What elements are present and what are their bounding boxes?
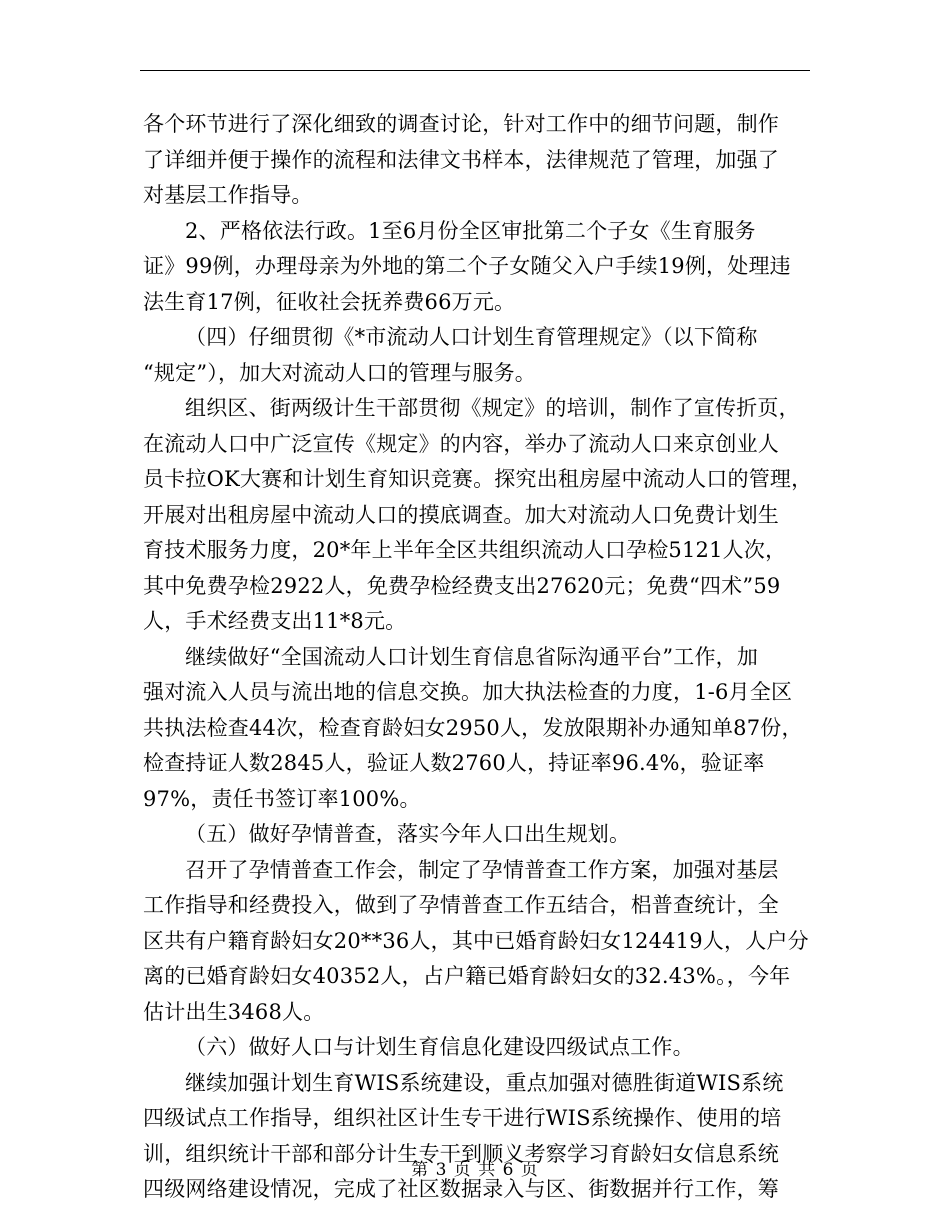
text-line: 97%，责任书签订率100%。 [143, 786, 421, 811]
text-line: 育技术服务力度，20*年上半年全区共组织流动人口孕检5121人次， [143, 538, 787, 562]
text-line: 继续加强计划生育WIS系统建设，重点加强对德胜街道WIS系统 [185, 1070, 784, 1095]
text-line: 开展对出租房屋中流动人口的摸底调查。加大对流动人口免费计划生 [143, 502, 779, 527]
text-line: 其中免费孕检2922人，免费孕检经费支出27620元；免费“四术”59 [143, 573, 781, 598]
text-line: 训，组织统计干部和部分计生专干到顺义考察学习育龄妇女信息系统 [143, 1141, 779, 1166]
text-line: 组织区、街两级计生干部贯彻《规定》的培训，制作了宣传折页， [185, 396, 800, 420]
text-line: 强对流入人员与流出地的信息交换。加大执法检查的力度，1-6月全区 [143, 680, 793, 704]
text-line: 继续做好“全国流动人口计划生育信息省际沟通平台”工作，加 [185, 644, 759, 669]
text-line: （四）仔细贯彻《*市流动人口计划生育管理规定》（以下简称 [185, 325, 758, 349]
text-line: 工作指导和经费投入，做到了孕情普查工作五结合，梠普查统计，全 [143, 893, 779, 917]
header-rule [140, 70, 810, 71]
text-line: 员卡拉OK大赛和计划生育知识竞赛。探究出租房屋中流动人口的管理， [143, 467, 813, 491]
text-line: 各个环节进行了深化细致的调查讨论，针对工作中的细节问题，制作 [143, 112, 779, 136]
text-line: 证》99例，办理母亲为外地的第二个子女随父入户手续19例，处理违 [143, 254, 791, 278]
text-line: （五）做好孕情普查，落实今年人口出生规划。 [185, 822, 631, 846]
text-line: 在流动人口中广泛宣传《规定》的内容，举办了流动人口来京创业人 [143, 431, 779, 456]
text-line: 区共有户籍育龄妇女20**36人，其中已婚育龄妇女124419人，人户分 [143, 928, 809, 953]
page-footer: 第 3 页 共 6 页 [411, 1160, 539, 1180]
document-body [143, 107, 813, 1208]
text-line: 四级网络建设情况，完成了社区数据录入与区、街数据并行工作，筹 [143, 1177, 779, 1201]
text-line: 了详细并便于操作的流程和法律文书样本，法律规范了管理，加强了 [143, 147, 779, 172]
text-line: 四级试点工作指导，组织社区计生专干进行WIS系统操作、使用的培 [143, 1106, 782, 1130]
text-line: 检查持证人数2845人，验证人数2760人，持证率96.4%，验证率 [143, 751, 765, 775]
text-line: 法生育17例，征收社会抚养费66万元。 [143, 289, 516, 314]
text-line: 召开了孕情普查工作会，制定了孕情普查工作方案，加强对基层 [185, 857, 779, 882]
text-line: 估计出生3468人。 [143, 999, 325, 1024]
text-line: 2、严格依法行政。1至6月份全区审批第二个子女《生育服务 [185, 218, 756, 243]
text-line: “规定”），加大对流动人口的管理与服务。 [143, 360, 536, 385]
text-line: 共执法检查44次，检查育龄妇女2950人，发放限期补办通知单87份， [143, 715, 803, 740]
text-line: 离的已婚育龄妇女40352人，占户籍已婚育龄妇女的32.43%。，今年 [143, 964, 791, 988]
text-line: 对基层工作指导。 [143, 183, 313, 207]
text-line: 人，手术经费支出11*8元。 [143, 609, 407, 633]
text-line: （六）做好人口与计划生育信息化建设四级试点工作。 [185, 1035, 694, 1059]
